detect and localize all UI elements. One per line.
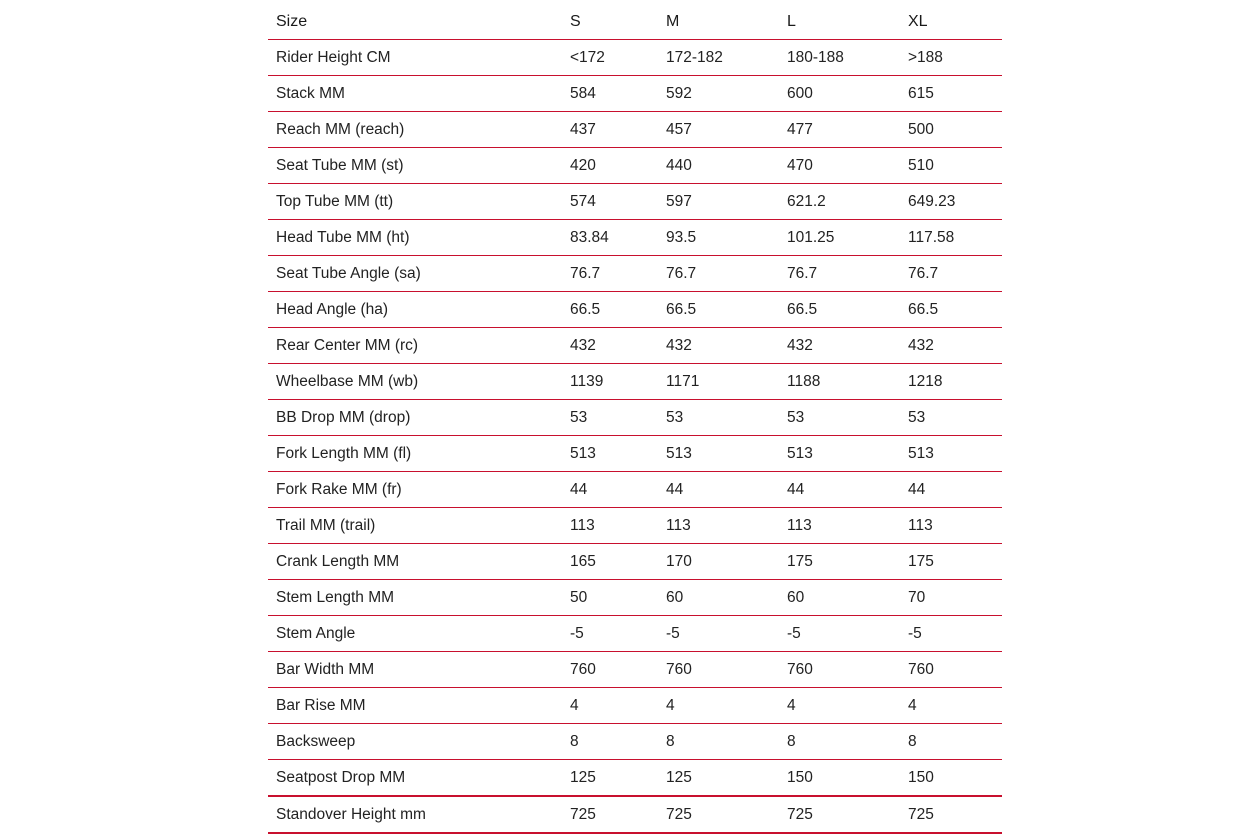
cell-l: 180-188: [779, 40, 900, 76]
cell-xl: 432: [900, 328, 1002, 364]
cell-s: 76.7: [562, 256, 658, 292]
row-label: Stack MM: [268, 76, 562, 112]
cell-xl: 500: [900, 112, 1002, 148]
cell-m: 44: [658, 472, 779, 508]
row-label: Head Tube MM (ht): [268, 220, 562, 256]
cell-xl: 513: [900, 436, 1002, 472]
cell-s: 83.84: [562, 220, 658, 256]
cell-s: 66.5: [562, 292, 658, 328]
header-row: [268, 4, 1002, 40]
cell-xl: 70: [900, 580, 1002, 616]
table-row: [268, 544, 1002, 580]
row-label: Head Angle (ha): [268, 292, 562, 328]
cell-s: 420: [562, 148, 658, 184]
cell-s: 574: [562, 184, 658, 220]
table-row: [268, 148, 1002, 184]
cell-xl: 175: [900, 544, 1002, 580]
row-label: BB Drop MM (drop): [268, 400, 562, 436]
table-row: [268, 688, 1002, 724]
cell-s: 513: [562, 436, 658, 472]
cell-xl: 113: [900, 508, 1002, 544]
cell-s: 760: [562, 652, 658, 688]
table-row: [268, 652, 1002, 688]
table-row: [268, 400, 1002, 436]
cell-xl: 150: [900, 760, 1002, 797]
cell-m: 1171: [658, 364, 779, 400]
cell-xl: >188: [900, 40, 1002, 76]
row-label: Fork Rake MM (fr): [268, 472, 562, 508]
cell-l: 66.5: [779, 292, 900, 328]
row-label: Backsweep: [268, 724, 562, 760]
table-row: [268, 220, 1002, 256]
cell-l: 76.7: [779, 256, 900, 292]
cell-m: 8: [658, 724, 779, 760]
geometry-table: [268, 4, 1002, 834]
cell-l: 1188: [779, 364, 900, 400]
cell-xl: 76.7: [900, 256, 1002, 292]
column-header-size: Size: [268, 4, 562, 40]
cell-s: 4: [562, 688, 658, 724]
cell-xl: 117.58: [900, 220, 1002, 256]
cell-l: 113: [779, 508, 900, 544]
cell-l: 175: [779, 544, 900, 580]
cell-l: 8: [779, 724, 900, 760]
cell-l: 4: [779, 688, 900, 724]
geometry-table-header: [268, 4, 1002, 40]
cell-l: 760: [779, 652, 900, 688]
cell-s: 725: [562, 796, 658, 833]
cell-m: 66.5: [658, 292, 779, 328]
cell-s: 8: [562, 724, 658, 760]
row-label: Seat Tube MM (st): [268, 148, 562, 184]
cell-m: 725: [658, 796, 779, 833]
table-row: [268, 580, 1002, 616]
cell-xl: -5: [900, 616, 1002, 652]
column-header-s: S: [562, 4, 658, 40]
cell-m: 172-182: [658, 40, 779, 76]
cell-m: 76.7: [658, 256, 779, 292]
cell-m: 760: [658, 652, 779, 688]
cell-m: -5: [658, 616, 779, 652]
cell-s: -5: [562, 616, 658, 652]
column-header-xl: XL: [900, 4, 1002, 40]
cell-s: 432: [562, 328, 658, 364]
cell-m: 513: [658, 436, 779, 472]
row-label: Rider Height CM: [268, 40, 562, 76]
cell-xl: 1218: [900, 364, 1002, 400]
row-label: Bar Width MM: [268, 652, 562, 688]
cell-m: 60: [658, 580, 779, 616]
cell-xl: 649.23: [900, 184, 1002, 220]
cell-s: 125: [562, 760, 658, 797]
cell-s: 44: [562, 472, 658, 508]
row-label: Seatpost Drop MM: [268, 760, 562, 797]
cell-m: 125: [658, 760, 779, 797]
cell-xl: 615: [900, 76, 1002, 112]
cell-xl: 725: [900, 796, 1002, 833]
table-row: [268, 40, 1002, 76]
table-row: [268, 184, 1002, 220]
row-label: Crank Length MM: [268, 544, 562, 580]
cell-s: 165: [562, 544, 658, 580]
row-label: Standover Height mm: [268, 796, 562, 833]
row-label: Bar Rise MM: [268, 688, 562, 724]
cell-m: 53: [658, 400, 779, 436]
row-label: Stem Length MM: [268, 580, 562, 616]
cell-m: 93.5: [658, 220, 779, 256]
row-label: Top Tube MM (tt): [268, 184, 562, 220]
cell-l: 725: [779, 796, 900, 833]
cell-l: 600: [779, 76, 900, 112]
cell-s: 113: [562, 508, 658, 544]
cell-l: 477: [779, 112, 900, 148]
cell-l: 621.2: [779, 184, 900, 220]
cell-m: 170: [658, 544, 779, 580]
cell-xl: 44: [900, 472, 1002, 508]
cell-m: 592: [658, 76, 779, 112]
table-row: [268, 256, 1002, 292]
table-row: [268, 292, 1002, 328]
row-label: Trail MM (trail): [268, 508, 562, 544]
table-row: [268, 436, 1002, 472]
cell-xl: 66.5: [900, 292, 1002, 328]
table-row: [268, 724, 1002, 760]
cell-m: 4: [658, 688, 779, 724]
row-label: Seat Tube Angle (sa): [268, 256, 562, 292]
table-row: [268, 112, 1002, 148]
cell-l: -5: [779, 616, 900, 652]
cell-m: 597: [658, 184, 779, 220]
cell-l: 513: [779, 436, 900, 472]
row-label: Stem Angle: [268, 616, 562, 652]
cell-m: 432: [658, 328, 779, 364]
geometry-table-body: [268, 40, 1002, 834]
table-row: [268, 328, 1002, 364]
table-row: [268, 760, 1002, 797]
cell-l: 53: [779, 400, 900, 436]
cell-s: 584: [562, 76, 658, 112]
table-row: [268, 364, 1002, 400]
cell-l: 101.25: [779, 220, 900, 256]
cell-s: 50: [562, 580, 658, 616]
row-label: Fork Length MM (fl): [268, 436, 562, 472]
cell-m: 440: [658, 148, 779, 184]
cell-xl: 510: [900, 148, 1002, 184]
table-row: [268, 796, 1002, 833]
cell-s: <172: [562, 40, 658, 76]
table-row: [268, 76, 1002, 112]
cell-l: 470: [779, 148, 900, 184]
column-header-l: L: [779, 4, 900, 40]
cell-l: 150: [779, 760, 900, 797]
cell-xl: 53: [900, 400, 1002, 436]
cell-l: 44: [779, 472, 900, 508]
row-label: Rear Center MM (rc): [268, 328, 562, 364]
row-label: Reach MM (reach): [268, 112, 562, 148]
table-row: [268, 472, 1002, 508]
table-row: [268, 616, 1002, 652]
cell-m: 113: [658, 508, 779, 544]
cell-xl: 8: [900, 724, 1002, 760]
cell-xl: 760: [900, 652, 1002, 688]
cell-m: 457: [658, 112, 779, 148]
cell-l: 432: [779, 328, 900, 364]
cell-s: 1139: [562, 364, 658, 400]
row-label: Wheelbase MM (wb): [268, 364, 562, 400]
cell-xl: 4: [900, 688, 1002, 724]
cell-l: 60: [779, 580, 900, 616]
column-header-m: M: [658, 4, 779, 40]
cell-s: 53: [562, 400, 658, 436]
cell-s: 437: [562, 112, 658, 148]
table-row: [268, 508, 1002, 544]
